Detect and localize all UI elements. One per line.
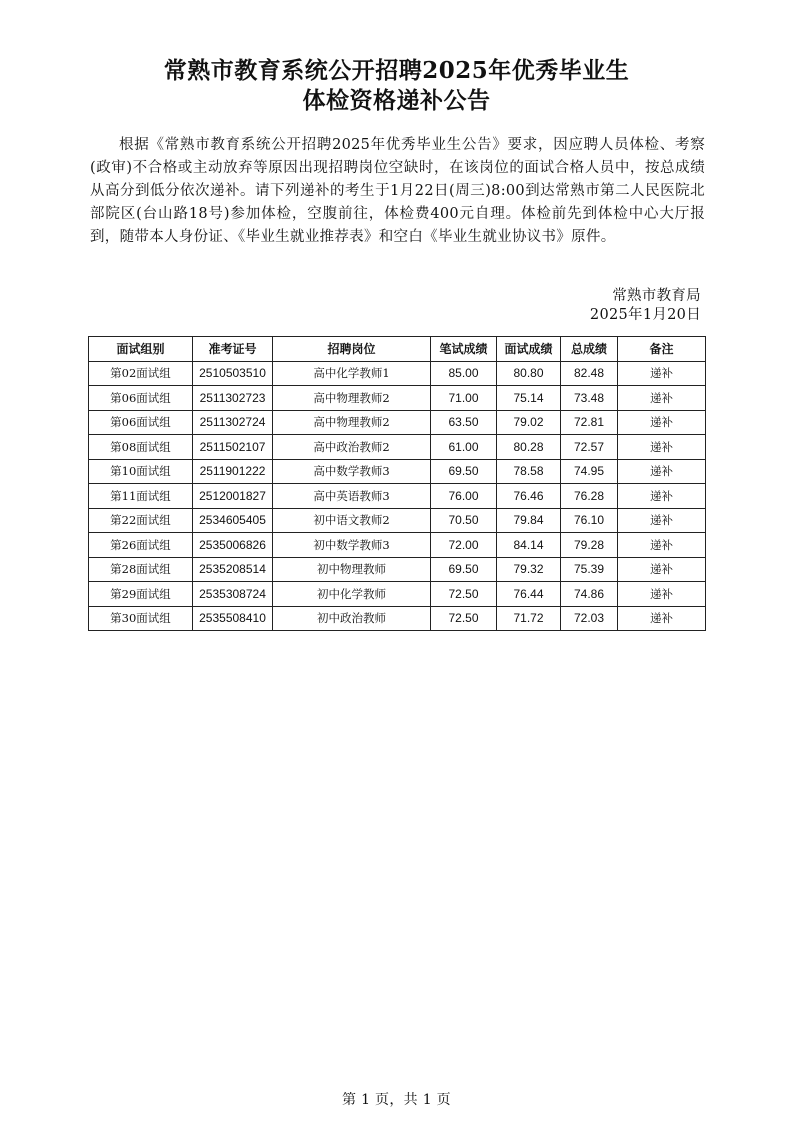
column-header-interview: 面试成绩 [497,337,561,362]
cell-group: 第28面试组 [89,557,193,582]
cell-total: 75.39 [561,557,618,582]
cell-remark: 递补 [618,459,706,484]
cell-total: 72.81 [561,410,618,435]
cell-position: 高中物理教师2 [273,386,431,411]
page-footer: 第 1 页，共 1 页 [342,1092,451,1108]
cell-written: 85.00 [431,361,497,386]
cell-total: 76.28 [561,484,618,509]
results-table [88,336,706,631]
column-header-group: 面试组别 [89,337,193,362]
cell-written: 76.00 [431,484,497,509]
cell-interview: 76.44 [497,582,561,607]
table-row [89,484,706,509]
cell-position: 初中政治教师 [273,606,431,631]
cell-position: 高中化学教师1 [273,361,431,386]
cell-total: 79.28 [561,533,618,558]
table-row [89,410,706,435]
table-row [89,386,706,411]
cell-ticket: 2535208514 [193,557,273,582]
cell-remark: 递补 [618,606,706,631]
cell-ticket: 2535508410 [193,606,273,631]
cell-written: 72.00 [431,533,497,558]
column-header-ticket: 准考证号 [193,337,273,362]
cell-group: 第22面试组 [89,508,193,533]
cell-group: 第30面试组 [89,606,193,631]
table-row [89,361,706,386]
cell-interview: 80.80 [497,361,561,386]
cell-position: 初中数学教师3 [273,533,431,558]
cell-remark: 递补 [618,484,706,509]
cell-interview: 76.46 [497,484,561,509]
cell-interview: 84.14 [497,533,561,558]
cell-remark: 递补 [618,410,706,435]
cell-total: 73.48 [561,386,618,411]
cell-written: 72.50 [431,606,497,631]
cell-interview: 80.28 [497,435,561,460]
cell-group: 第08面试组 [89,435,193,460]
title-line-2: 体检资格递补公告 [302,87,491,114]
column-header-total: 总成绩 [561,337,618,362]
cell-remark: 递补 [618,386,706,411]
cell-total: 76.10 [561,508,618,533]
table-row [89,508,706,533]
cell-written: 70.50 [431,508,497,533]
cell-interview: 78.58 [497,459,561,484]
cell-position: 初中语文教师2 [273,508,431,533]
column-header-remark: 备注 [618,337,706,362]
cell-remark: 递补 [618,533,706,558]
table-row [89,557,706,582]
cell-group: 第26面试组 [89,533,193,558]
cell-position: 初中物理教师 [273,557,431,582]
cell-remark: 递补 [618,435,706,460]
cell-total: 82.48 [561,361,618,386]
cell-interview: 79.02 [497,410,561,435]
cell-written: 72.50 [431,582,497,607]
table-row [89,582,706,607]
signature-date: 2025年1月20日 [589,307,701,323]
cell-group: 第06面试组 [89,386,193,411]
cell-remark: 递补 [618,508,706,533]
cell-written: 69.50 [431,459,497,484]
cell-total: 72.57 [561,435,618,460]
cell-position: 高中政治教师2 [273,435,431,460]
cell-ticket: 2511502107 [193,435,273,460]
cell-interview: 71.72 [497,606,561,631]
cell-group: 第06面试组 [89,410,193,435]
intro-paragraph: 根据《常熟市教育系统公开招聘2025年优秀毕业生公告》要求，因应聘人员体检、考察(政审)不合格或主动放弃等原因出现招聘岗位空缺时，在该岗位的面试合格人员中，按总成绩从高分到低分依次递补。请下列递补的考生于1月22日(周三)8:00到达常熟市第二人民医院北部院区(台山路18号)参加体检，空腹前往，体检费400元自理。体检前先到体检中心大厅报到，随带本人身份证、《毕业生就业推荐表》和空白《毕业生就业协议书》原件。 [90,137,705,245]
table-row [89,606,706,631]
cell-ticket: 2535006826 [193,533,273,558]
cell-written: 63.50 [431,410,497,435]
cell-position: 高中物理教师2 [273,410,431,435]
cell-ticket: 2535308724 [193,582,273,607]
cell-position: 高中数学教师3 [273,459,431,484]
title-line-1: 常熟市教育系统公开招聘2025年优秀毕业生 [163,57,630,84]
column-header-position: 招聘岗位 [273,337,431,362]
table-row [89,435,706,460]
cell-total: 72.03 [561,606,618,631]
cell-remark: 递补 [618,582,706,607]
cell-ticket: 2511302723 [193,386,273,411]
cell-remark: 递补 [618,361,706,386]
cell-interview: 75.14 [497,386,561,411]
cell-total: 74.95 [561,459,618,484]
cell-group: 第10面试组 [89,459,193,484]
cell-group: 第11面试组 [89,484,193,509]
cell-position: 高中英语教师3 [273,484,431,509]
cell-group: 第02面试组 [89,361,193,386]
table-header-row [89,337,706,362]
column-header-written: 笔试成绩 [431,337,497,362]
cell-written: 61.00 [431,435,497,460]
signature-org: 常熟市教育局 [612,288,701,304]
cell-position: 初中化学教师 [273,582,431,607]
cell-interview: 79.32 [497,557,561,582]
cell-ticket: 2534605405 [193,508,273,533]
cell-remark: 递补 [618,557,706,582]
cell-interview: 79.84 [497,508,561,533]
cell-ticket: 2510503510 [193,361,273,386]
cell-ticket: 2512001827 [193,484,273,509]
cell-ticket: 2511901222 [193,459,273,484]
table-row [89,533,706,558]
cell-written: 69.50 [431,557,497,582]
cell-total: 74.86 [561,582,618,607]
cell-group: 第29面试组 [89,582,193,607]
cell-written: 71.00 [431,386,497,411]
cell-ticket: 2511302724 [193,410,273,435]
table-row [89,459,706,484]
